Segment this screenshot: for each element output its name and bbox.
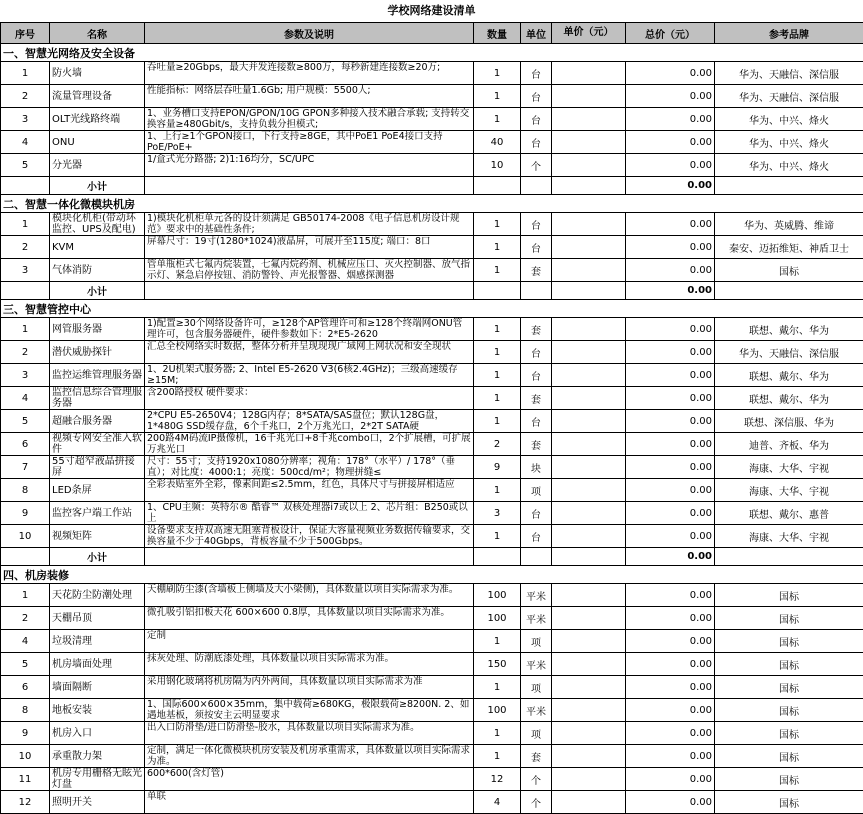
total-cell[interactable]: 0.00 bbox=[626, 768, 715, 791]
header-name[interactable]: 名称 bbox=[50, 23, 145, 44]
brand-cell[interactable]: 联想、戴尔、华为 bbox=[715, 364, 863, 387]
subtotal-label[interactable]: 小计 bbox=[50, 282, 145, 300]
seq-cell[interactable]: 6 bbox=[1, 433, 50, 456]
qty-cell[interactable]: 100 bbox=[474, 584, 521, 607]
name-cell[interactable]: 分光器 bbox=[50, 154, 145, 177]
price-cell[interactable] bbox=[552, 768, 626, 791]
subtotal-row bbox=[1, 177, 863, 195]
unit-cell[interactable]: 项 bbox=[521, 722, 552, 745]
qty-cell[interactable]: 1 bbox=[474, 387, 521, 410]
total-cell[interactable]: 0.00 bbox=[626, 236, 715, 259]
header-row bbox=[1, 23, 863, 44]
param-cell[interactable]: 1、国际600×600×35mm，集中载荷≥680KG，极限载荷≥8200N. 2、如遇地基板，须按安主云明显要求 bbox=[145, 699, 474, 722]
param-cell[interactable]: 1、上行≥1个GPON接口，下行支持≥8GE，其中PoE1 PoE4接口支持 PoE/PoE+ bbox=[145, 131, 474, 154]
seq-cell[interactable]: 2 bbox=[1, 85, 50, 108]
brand-cell[interactable]: 国标 bbox=[715, 768, 863, 791]
qty-cell[interactable]: 1 bbox=[474, 364, 521, 387]
unit-cell[interactable]: 台 bbox=[521, 410, 552, 433]
param-cell[interactable]: 尺寸：55寸；支持1920x1080分辨率；视角：178°（水平）/ 178°（垂直）；对比度：4000:1；亮度：500cd/m²；物理拼缝≤ bbox=[145, 456, 474, 479]
section-row bbox=[1, 300, 863, 318]
subtotal-label[interactable]: 小计 bbox=[50, 548, 145, 566]
brand-cell[interactable]: 华为、中兴、烽火 bbox=[715, 108, 863, 131]
header-qty[interactable]: 数量 bbox=[474, 23, 521, 44]
section-row bbox=[1, 44, 863, 62]
section-title[interactable]: 一、智慧光网络及安全设备 bbox=[1, 44, 863, 62]
price-cell[interactable] bbox=[552, 62, 626, 85]
name-cell[interactable]: 天棚吊顶 bbox=[50, 607, 145, 630]
brand-cell[interactable]: 联想、戴尔、华为 bbox=[715, 318, 863, 341]
seq-cell[interactable]: 1 bbox=[1, 584, 50, 607]
total-cell[interactable]: 0.00 bbox=[626, 653, 715, 676]
subtotal-blank[interactable] bbox=[1, 177, 50, 195]
unit-cell[interactable]: 台 bbox=[521, 213, 552, 236]
brand-cell[interactable]: 华为、英威腾、维谛 bbox=[715, 213, 863, 236]
unit-cell[interactable]: 项 bbox=[521, 479, 552, 502]
name-cell[interactable]: 垃圾清理 bbox=[50, 630, 145, 653]
total-cell[interactable]: 0.00 bbox=[626, 676, 715, 699]
subtotal-blank[interactable] bbox=[1, 548, 50, 566]
price-cell[interactable] bbox=[552, 131, 626, 154]
seq-cell[interactable]: 1 bbox=[1, 62, 50, 85]
unit-cell[interactable]: 项 bbox=[521, 630, 552, 653]
subtotal-blank[interactable] bbox=[145, 177, 474, 195]
name-cell[interactable]: 气体消防 bbox=[50, 259, 145, 282]
name-cell[interactable]: 55寸超窄液晶拼接屏 bbox=[50, 456, 145, 479]
table-row bbox=[1, 108, 863, 131]
total-cell[interactable]: 0.00 bbox=[626, 62, 715, 85]
qty-cell[interactable]: 1 bbox=[474, 479, 521, 502]
section-row bbox=[1, 195, 863, 213]
price-cell[interactable] bbox=[552, 154, 626, 177]
total-cell[interactable]: 0.00 bbox=[626, 699, 715, 722]
name-cell[interactable]: 防火墙 bbox=[50, 62, 145, 85]
brand-cell[interactable]: 国标 bbox=[715, 722, 863, 745]
param-cell[interactable]: 含200路授权 硬件要求： bbox=[145, 387, 474, 410]
unit-cell[interactable]: 平米 bbox=[521, 607, 552, 630]
table-row bbox=[1, 236, 863, 259]
brand-cell[interactable]: 国标 bbox=[715, 607, 863, 630]
seq-cell[interactable]: 2 bbox=[1, 341, 50, 364]
total-cell[interactable]: 0.00 bbox=[626, 85, 715, 108]
section-title[interactable]: 四、机房装修 bbox=[1, 566, 863, 584]
table-row bbox=[1, 768, 863, 791]
subtotal-blank[interactable] bbox=[552, 177, 626, 195]
qty-cell[interactable]: 1 bbox=[474, 259, 521, 282]
qty-cell[interactable]: 1 bbox=[474, 676, 521, 699]
table-row bbox=[1, 131, 863, 154]
brand-cell[interactable]: 海康、大华、宇视 bbox=[715, 456, 863, 479]
total-cell[interactable]: 0.00 bbox=[626, 213, 715, 236]
total-cell[interactable]: 0.00 bbox=[626, 387, 715, 410]
qty-cell[interactable]: 9 bbox=[474, 456, 521, 479]
subtotal-row bbox=[1, 548, 863, 566]
table-row bbox=[1, 653, 863, 676]
name-cell[interactable]: 监控信息综合管理服务器 bbox=[50, 387, 145, 410]
seq-cell[interactable]: 2 bbox=[1, 607, 50, 630]
subtotal-row bbox=[1, 282, 863, 300]
section-row bbox=[1, 566, 863, 584]
price-cell[interactable] bbox=[552, 584, 626, 607]
brand-cell[interactable]: 海康、大华、宇视 bbox=[715, 479, 863, 502]
total-cell[interactable]: 0.00 bbox=[626, 364, 715, 387]
name-cell[interactable]: 监控运维管理服务器 bbox=[50, 364, 145, 387]
param-cell[interactable]: 吞吐量≥20Gbps，最大并发连接数≥800万，每秒新建连接数≥20万; bbox=[145, 62, 474, 85]
name-cell[interactable]: OLT光线路终端 bbox=[50, 108, 145, 131]
brand-cell[interactable]: 华为、中兴、烽火 bbox=[715, 131, 863, 154]
total-cell[interactable]: 0.00 bbox=[626, 410, 715, 433]
table-row bbox=[1, 584, 863, 607]
header-brand[interactable]: 参考品牌 bbox=[715, 23, 863, 44]
seq-cell[interactable]: 3 bbox=[1, 364, 50, 387]
price-cell[interactable] bbox=[552, 653, 626, 676]
price-cell[interactable] bbox=[552, 108, 626, 131]
unit-cell[interactable]: 台 bbox=[521, 131, 552, 154]
seq-cell[interactable]: 9 bbox=[1, 722, 50, 745]
total-cell[interactable]: 0.00 bbox=[626, 318, 715, 341]
table-row bbox=[1, 479, 863, 502]
qty-cell[interactable]: 1 bbox=[474, 318, 521, 341]
price-cell[interactable] bbox=[552, 456, 626, 479]
brand-cell[interactable]: 国标 bbox=[715, 676, 863, 699]
param-cell[interactable]: 1/盒式光分路器; 2)1:16均分，SC/UPC bbox=[145, 154, 474, 177]
price-cell[interactable] bbox=[552, 213, 626, 236]
header-total[interactable]: 总价（元） bbox=[626, 23, 715, 44]
total-cell[interactable]: 0.00 bbox=[626, 341, 715, 364]
section-title[interactable]: 三、智慧管控中心 bbox=[1, 300, 863, 318]
qty-cell[interactable]: 1 bbox=[474, 62, 521, 85]
unit-cell[interactable]: 套 bbox=[521, 387, 552, 410]
price-cell[interactable] bbox=[552, 630, 626, 653]
table-row bbox=[1, 502, 863, 525]
header-unit[interactable]: 单位 bbox=[521, 23, 552, 44]
unit-cell[interactable]: 台 bbox=[521, 364, 552, 387]
qty-cell[interactable]: 150 bbox=[474, 653, 521, 676]
brand-cell[interactable]: 华为、中兴、烽火 bbox=[715, 154, 863, 177]
qty-cell[interactable]: 1 bbox=[474, 525, 521, 548]
brand-cell[interactable]: 国标 bbox=[715, 259, 863, 282]
seq-cell[interactable]: 5 bbox=[1, 154, 50, 177]
subtotal-blank[interactable] bbox=[715, 548, 863, 566]
subtotal-blank[interactable] bbox=[521, 548, 552, 566]
price-cell[interactable] bbox=[552, 236, 626, 259]
subtotal-blank[interactable] bbox=[521, 282, 552, 300]
price-cell[interactable] bbox=[552, 387, 626, 410]
unit-cell[interactable]: 台 bbox=[521, 62, 552, 85]
subtotal-blank[interactable] bbox=[474, 282, 521, 300]
price-cell[interactable] bbox=[552, 722, 626, 745]
brand-cell[interactable]: 迪普、齐板、华为 bbox=[715, 433, 863, 456]
subtotal-value[interactable]: 0.00 bbox=[626, 548, 715, 566]
unit-cell[interactable]: 项 bbox=[521, 676, 552, 699]
price-cell[interactable] bbox=[552, 525, 626, 548]
price-cell[interactable] bbox=[552, 433, 626, 456]
seq-cell[interactable]: 11 bbox=[1, 768, 50, 791]
seq-cell[interactable]: 4 bbox=[1, 387, 50, 410]
subtotal-blank[interactable] bbox=[474, 548, 521, 566]
param-cell[interactable]: 抹灰处理、防潮底漆处理，具体数量以项目实际需求为准。 bbox=[145, 653, 474, 676]
brand-cell[interactable]: 国标 bbox=[715, 630, 863, 653]
qty-cell[interactable]: 1 bbox=[474, 341, 521, 364]
table-row bbox=[1, 387, 863, 410]
total-cell[interactable]: 0.00 bbox=[626, 456, 715, 479]
qty-cell[interactable]: 1 bbox=[474, 236, 521, 259]
table-row bbox=[1, 607, 863, 630]
unit-cell[interactable]: 个 bbox=[521, 154, 552, 177]
table-row bbox=[1, 364, 863, 387]
subtotal-blank[interactable] bbox=[552, 548, 626, 566]
brand-cell[interactable]: 海康、大华、宇视 bbox=[715, 525, 863, 548]
param-cell[interactable]: 天棚刷防尘漆(含墙板上侧墙及大小梁侧)，具体数量以项目实际需求为准。 bbox=[145, 584, 474, 607]
name-cell[interactable]: 视频专网安全准入软件 bbox=[50, 433, 145, 456]
table-row bbox=[1, 456, 863, 479]
name-cell[interactable]: 潜伏威胁探针 bbox=[50, 341, 145, 364]
subtotal-value[interactable]: 0.00 bbox=[626, 282, 715, 300]
qty-cell[interactable]: 10 bbox=[474, 154, 521, 177]
qty-cell[interactable]: 1 bbox=[474, 85, 521, 108]
seq-cell[interactable]: 10 bbox=[1, 745, 50, 768]
price-cell[interactable] bbox=[552, 318, 626, 341]
price-cell[interactable] bbox=[552, 791, 626, 814]
subtotal-value[interactable]: 0.00 bbox=[626, 177, 715, 195]
seq-cell[interactable]: 3 bbox=[1, 259, 50, 282]
table-row bbox=[1, 318, 863, 341]
param-cell[interactable]: 定制 bbox=[145, 630, 474, 653]
brand-cell[interactable]: 国标 bbox=[715, 699, 863, 722]
unit-cell[interactable]: 套 bbox=[521, 433, 552, 456]
name-cell[interactable]: 墙面隔断 bbox=[50, 676, 145, 699]
name-cell[interactable]: 天花防尘防潮处理 bbox=[50, 584, 145, 607]
subtotal-blank[interactable] bbox=[552, 282, 626, 300]
seq-cell[interactable]: 5 bbox=[1, 653, 50, 676]
name-cell[interactable]: 机房专用栅格无眩光灯盘 bbox=[50, 768, 145, 791]
table-row bbox=[1, 410, 863, 433]
table-row bbox=[1, 433, 863, 456]
qty-cell[interactable]: 1 bbox=[474, 108, 521, 131]
unit-cell[interactable]: 台 bbox=[521, 108, 552, 131]
seq-cell[interactable]: 8 bbox=[1, 479, 50, 502]
table-row bbox=[1, 213, 863, 236]
param-cell[interactable]: 1、CPU主频：英特尔® 酷睿™ 双核处理器i7或以上 2、芯片组：B250或以上 bbox=[145, 502, 474, 525]
seq-cell[interactable]: 10 bbox=[1, 525, 50, 548]
table-row bbox=[1, 154, 863, 177]
build-list-table bbox=[0, 22, 863, 814]
table-row bbox=[1, 722, 863, 745]
qty-cell[interactable]: 3 bbox=[474, 502, 521, 525]
seq-cell[interactable]: 2 bbox=[1, 236, 50, 259]
price-cell[interactable] bbox=[552, 410, 626, 433]
name-cell[interactable]: ONU bbox=[50, 131, 145, 154]
unit-cell[interactable]: 个 bbox=[521, 791, 552, 814]
seq-cell[interactable]: 3 bbox=[1, 108, 50, 131]
brand-cell[interactable]: 秦安、迈拓维矩、神盾卫士 bbox=[715, 236, 863, 259]
qty-cell[interactable]: 100 bbox=[474, 607, 521, 630]
total-cell[interactable]: 0.00 bbox=[626, 131, 715, 154]
param-cell[interactable]: 600*600(含灯管) bbox=[145, 768, 474, 791]
qty-cell[interactable]: 1 bbox=[474, 745, 521, 768]
name-cell[interactable]: 模块化机柜(带动环监控、UPS及配电) bbox=[50, 213, 145, 236]
qty-cell[interactable]: 2 bbox=[474, 433, 521, 456]
header-price[interactable]: 单价（元） bbox=[552, 23, 626, 44]
brand-cell[interactable]: 华为、天融信、深信服 bbox=[715, 85, 863, 108]
price-cell[interactable] bbox=[552, 502, 626, 525]
unit-cell[interactable]: 台 bbox=[521, 236, 552, 259]
qty-cell[interactable]: 1 bbox=[474, 630, 521, 653]
subtotal-blank[interactable] bbox=[715, 282, 863, 300]
name-cell[interactable]: 视频矩阵 bbox=[50, 525, 145, 548]
qty-cell[interactable]: 1 bbox=[474, 213, 521, 236]
unit-cell[interactable]: 台 bbox=[521, 525, 552, 548]
name-cell[interactable]: 地板安装 bbox=[50, 699, 145, 722]
unit-cell[interactable]: 平米 bbox=[521, 653, 552, 676]
sheet-title: 学校网络建设清单 bbox=[0, 0, 863, 22]
seq-cell[interactable]: 6 bbox=[1, 676, 50, 699]
param-cell[interactable]: 微孔吸引铝扣板天花 600×600 0.8厚，具体数量以项目实际需求为准。 bbox=[145, 607, 474, 630]
seq-cell[interactable]: 9 bbox=[1, 502, 50, 525]
subtotal-blank[interactable] bbox=[145, 548, 474, 566]
unit-cell[interactable]: 套 bbox=[521, 259, 552, 282]
param-cell[interactable]: 200路4M码流IP摄像机，16千兆光口+8千兆combo口，2个扩展槽，可扩展万兆光口 bbox=[145, 433, 474, 456]
table-row bbox=[1, 791, 863, 814]
param-cell[interactable]: 管单瓶柜式七氟丙烷装置，七氟丙烷药剂、机械应压口、灭火控制器、放气指示灯、紧急启停按钮、消防警铃、声光报警器、烟感探测器 bbox=[145, 259, 474, 282]
unit-cell[interactable]: 套 bbox=[521, 745, 552, 768]
name-cell[interactable]: 机房墙面处理 bbox=[50, 653, 145, 676]
section-title[interactable]: 二、智慧一体化微模块机房 bbox=[1, 195, 863, 213]
param-cell[interactable]: 1、业务槽口支持EPON/GPON/10G GPON多种接入技术融合承载; 支持转交换容量≥480Gbit/s，支持负载分担模式; bbox=[145, 108, 474, 131]
param-cell[interactable]: 设备要求支持双高速无阻塞背板设计，保证大容量视频业务数据传输要求，交换容量不少于40Gbps，背板容量不少于500Gbps。 bbox=[145, 525, 474, 548]
param-cell[interactable]: 全彩表贴室外全彩，像素间距≤2.5mm，红色，具体尺寸与拼接屏相适应 bbox=[145, 479, 474, 502]
price-cell[interactable] bbox=[552, 479, 626, 502]
unit-cell[interactable]: 平米 bbox=[521, 699, 552, 722]
unit-cell[interactable]: 个 bbox=[521, 768, 552, 791]
table-row bbox=[1, 259, 863, 282]
param-cell[interactable]: 屏幕尺寸：19寸(1280*1024)液晶屏，可展开至115度; 端口：8口 bbox=[145, 236, 474, 259]
total-cell[interactable]: 0.00 bbox=[626, 607, 715, 630]
total-cell[interactable]: 0.00 bbox=[626, 108, 715, 131]
table-row bbox=[1, 745, 863, 768]
subtotal-blank[interactable] bbox=[474, 177, 521, 195]
unit-cell[interactable]: 台 bbox=[521, 502, 552, 525]
price-cell[interactable] bbox=[552, 699, 626, 722]
param-cell[interactable]: 性能指标：网络层吞吐量1.6Gb; 用户规模：5500人; bbox=[145, 85, 474, 108]
unit-cell[interactable]: 块 bbox=[521, 456, 552, 479]
seq-cell[interactable]: 12 bbox=[1, 791, 50, 814]
subtotal-blank[interactable] bbox=[145, 282, 474, 300]
brand-cell[interactable]: 联想、戴尔、惠普 bbox=[715, 502, 863, 525]
brand-cell[interactable]: 华为、天融信、深信服 bbox=[715, 341, 863, 364]
name-cell[interactable]: KVM bbox=[50, 236, 145, 259]
unit-cell[interactable]: 台 bbox=[521, 341, 552, 364]
table-row bbox=[1, 630, 863, 653]
total-cell[interactable]: 0.00 bbox=[626, 745, 715, 768]
param-cell[interactable]: 1)模块化机柜单元各的设计须满足 GB50174-2008《电子信息机房设计规范》要求中的基础性条件; bbox=[145, 213, 474, 236]
param-cell[interactable]: 定制，满足一体化微模块机房安装及机房承重需求，具体数量以项目实际需求为准。 bbox=[145, 745, 474, 768]
table-row bbox=[1, 62, 863, 85]
seq-cell[interactable]: 7 bbox=[1, 456, 50, 479]
seq-cell[interactable]: 8 bbox=[1, 699, 50, 722]
price-cell[interactable] bbox=[552, 259, 626, 282]
header-seq[interactable]: 序号 bbox=[1, 23, 50, 44]
table-row bbox=[1, 85, 863, 108]
name-cell[interactable]: 网管服务器 bbox=[50, 318, 145, 341]
price-cell[interactable] bbox=[552, 85, 626, 108]
param-cell[interactable]: 汇总全校网络实时数据，整体分析并呈现现现广域网上网状况和安全现状 bbox=[145, 341, 474, 364]
price-cell[interactable] bbox=[552, 341, 626, 364]
param-cell[interactable]: 2*CPU E5-2650V4；128G内存；8*SATA/SAS盘位；默认128G盘，1*480G SSD缓存盘，6个千兆口，2个万兆光口，2*2T SATA硬 bbox=[145, 410, 474, 433]
subtotal-blank[interactable] bbox=[1, 282, 50, 300]
price-cell[interactable] bbox=[552, 607, 626, 630]
unit-cell[interactable]: 平米 bbox=[521, 584, 552, 607]
brand-cell[interactable]: 联想、戴尔、华为 bbox=[715, 387, 863, 410]
qty-cell[interactable]: 1 bbox=[474, 722, 521, 745]
unit-cell[interactable]: 套 bbox=[521, 318, 552, 341]
subtotal-label[interactable]: 小计 bbox=[50, 177, 145, 195]
name-cell[interactable]: 流量管理设备 bbox=[50, 85, 145, 108]
qty-cell[interactable]: 1 bbox=[474, 410, 521, 433]
subtotal-blank[interactable] bbox=[715, 177, 863, 195]
brand-cell[interactable]: 国标 bbox=[715, 745, 863, 768]
seq-cell[interactable]: 1 bbox=[1, 213, 50, 236]
qty-cell[interactable]: 100 bbox=[474, 699, 521, 722]
name-cell[interactable]: 照明开关 bbox=[50, 791, 145, 814]
total-cell[interactable]: 0.00 bbox=[626, 433, 715, 456]
total-cell[interactable]: 0.00 bbox=[626, 630, 715, 653]
total-cell[interactable]: 0.00 bbox=[626, 584, 715, 607]
header-param[interactable]: 参数及说明 bbox=[145, 23, 474, 44]
qty-cell[interactable]: 4 bbox=[474, 791, 521, 814]
total-cell[interactable]: 0.00 bbox=[626, 722, 715, 745]
name-cell[interactable]: 超融合服务器 bbox=[50, 410, 145, 433]
name-cell[interactable]: 承重散力架 bbox=[50, 745, 145, 768]
seq-cell[interactable]: 4 bbox=[1, 630, 50, 653]
name-cell[interactable]: 机房入口 bbox=[50, 722, 145, 745]
seq-cell[interactable]: 1 bbox=[1, 318, 50, 341]
total-cell[interactable]: 0.00 bbox=[626, 525, 715, 548]
name-cell[interactable]: 监控客户端工作站 bbox=[50, 502, 145, 525]
total-cell[interactable]: 0.00 bbox=[626, 259, 715, 282]
price-cell[interactable] bbox=[552, 745, 626, 768]
table-row bbox=[1, 676, 863, 699]
total-cell[interactable]: 0.00 bbox=[626, 791, 715, 814]
brand-cell[interactable]: 国标 bbox=[715, 791, 863, 814]
table-row bbox=[1, 525, 863, 548]
brand-cell[interactable]: 华为、天融信、深信服 bbox=[715, 62, 863, 85]
total-cell[interactable]: 0.00 bbox=[626, 154, 715, 177]
name-cell[interactable]: LED条屏 bbox=[50, 479, 145, 502]
brand-cell[interactable]: 联想、深信服、华为 bbox=[715, 410, 863, 433]
seq-cell[interactable]: 4 bbox=[1, 131, 50, 154]
table-row bbox=[1, 341, 863, 364]
seq-cell[interactable]: 5 bbox=[1, 410, 50, 433]
param-cell[interactable]: 1、2U机架式服务器; 2、Intel E5-2620 V3(6核2.4GHz)；三级高速缓存≥15M; bbox=[145, 364, 474, 387]
total-cell[interactable]: 0.00 bbox=[626, 479, 715, 502]
subtotal-blank[interactable] bbox=[521, 177, 552, 195]
price-cell[interactable] bbox=[552, 676, 626, 699]
param-cell[interactable]: 1)配置≥30个网络设备许可，≥128个AP管理许可和≥128个终端网ONU管理许可，包含服务器硬件，硬件参数如下：2*E5-2620 bbox=[145, 318, 474, 341]
qty-cell[interactable]: 40 bbox=[474, 131, 521, 154]
brand-cell[interactable]: 国标 bbox=[715, 584, 863, 607]
price-cell[interactable] bbox=[552, 364, 626, 387]
param-cell[interactable]: 采用钢化玻璃将机房隔为内外两间，具体数量以项目实际需求为准 bbox=[145, 676, 474, 699]
param-cell[interactable]: 出入口防滑垫/进口防滑垫-胶水，具体数量以项目实际需求为准。 bbox=[145, 722, 474, 745]
param-cell[interactable]: 单联 bbox=[145, 791, 474, 814]
qty-cell[interactable]: 12 bbox=[474, 768, 521, 791]
unit-cell[interactable]: 台 bbox=[521, 85, 552, 108]
brand-cell[interactable]: 国标 bbox=[715, 653, 863, 676]
table-row bbox=[1, 699, 863, 722]
total-cell[interactable]: 0.00 bbox=[626, 502, 715, 525]
